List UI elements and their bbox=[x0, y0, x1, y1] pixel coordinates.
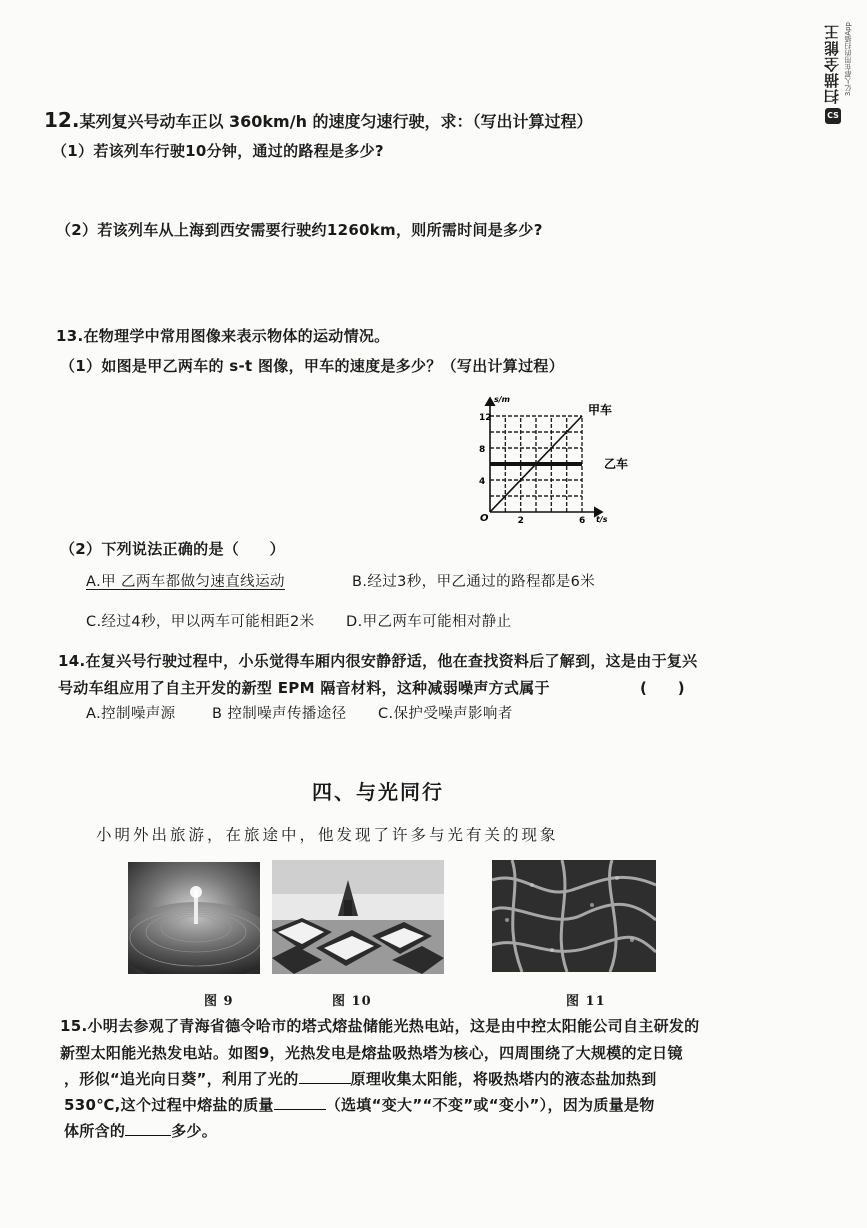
q15-line4-before: 530℃,这个过程中熔盐的质量 bbox=[64, 1096, 274, 1114]
q14-option-c: C.保护受噪声影响者 bbox=[378, 706, 513, 722]
q14-option-a: A.控制噪声源 bbox=[86, 706, 176, 722]
series-label-jia: 甲车 bbox=[588, 403, 613, 417]
q13-sub1: （1）如图是甲乙两车的 s-t 图像，甲车的速度是多少？（写出计算过程） bbox=[60, 357, 565, 375]
scanner-watermark bbox=[815, 14, 861, 124]
y-axis-label: s/m bbox=[494, 395, 511, 404]
q14-line1: 14.在复兴号行驶过程中，小乐觉得车厢内很安静舒适，他在查找资料后了解到，这是由于复兴 bbox=[58, 652, 698, 670]
q15-line1: 15.小明去参观了青海省德令哈市的塔式熔盐储能光热电站，这是由中控太阳能公司自主研发的 bbox=[60, 1017, 700, 1035]
q15-line4 bbox=[64, 1094, 655, 1115]
q12-number: 12. bbox=[44, 108, 80, 132]
q15-line5-after: 多少。 bbox=[171, 1122, 218, 1140]
figure-11-caption: 图 11 bbox=[566, 994, 606, 1009]
q13-stem: 13.在物理学中常用图像来表示物体的运动情况。 bbox=[56, 327, 390, 345]
figure-9-caption: 图 9 bbox=[204, 994, 234, 1009]
q15-line5 bbox=[64, 1120, 217, 1141]
q13-option-a-text: A.甲 乙两车都做匀速直线运动 bbox=[86, 574, 285, 590]
q13-option-d: D.甲乙两车可能相对静止 bbox=[346, 614, 512, 630]
q15-line2: 新型太阳能光热发电站。如图9，光热发电是熔盐吸热塔为核心，四周围绕了大规模的定日镜 bbox=[60, 1044, 683, 1062]
y-tick-label: 8 bbox=[479, 445, 486, 455]
q15-blank-3[interactable] bbox=[125, 1123, 171, 1136]
watermark-subtitle: 3亿人都在用的扫描App bbox=[844, 22, 852, 97]
st-graph bbox=[462, 386, 652, 531]
q15-line3-after: 原理收集太阳能，将吸热塔内的液态盐加热到 bbox=[350, 1070, 657, 1088]
series-label-yi: 乙车 bbox=[604, 457, 629, 471]
section-title: 四、与光同行 bbox=[312, 780, 444, 804]
q15-blank-2[interactable] bbox=[274, 1097, 326, 1110]
y-tick-label: 4 bbox=[479, 477, 486, 487]
y-tick-label: 12 bbox=[479, 413, 492, 423]
watermark-name: 扫描全能王 bbox=[823, 24, 841, 104]
q13-option-c: C.经过4秒，甲以两车可能相距2米 bbox=[86, 614, 315, 630]
q15-line3 bbox=[64, 1068, 657, 1089]
q12-stem-text: 某列复兴号动车正以 360km/h 的速度匀速行驶，求：（写出计算过程） bbox=[79, 112, 593, 131]
figure-10-image bbox=[272, 860, 444, 974]
section-intro: 小明外出旅游，在旅途中，他发现了许多与光有关的现象 bbox=[96, 826, 559, 844]
q14-line2: 号动车组应用了自主开发的新型 EPM 隔音材料，这种减弱噪声方式属于 bbox=[58, 679, 550, 697]
q13-sub2: （2）下列说法正确的是（ ） bbox=[60, 540, 285, 558]
q13-option-a bbox=[86, 570, 285, 591]
q14-option-b: B 控制噪声传播途径 bbox=[212, 706, 347, 722]
x-tick-label: 6 bbox=[579, 516, 586, 526]
figure-10-caption: 图 10 bbox=[332, 994, 372, 1009]
watermark-badge: CS bbox=[825, 108, 841, 124]
q12-sub2: （2）若该列车从上海到西安需要行驶约1260km，则所需时间是多少? bbox=[56, 221, 543, 239]
q12-stem bbox=[44, 108, 593, 132]
origin-label: O bbox=[480, 513, 489, 524]
q15-line4-after: （选填“变大”“不变”或“变小”），因为质量是物 bbox=[325, 1096, 655, 1114]
q12-sub1: （1）若该列车行驶10分钟，通过的路程是多少? bbox=[52, 142, 384, 160]
figure-9-image bbox=[128, 862, 260, 974]
figure-11-image bbox=[492, 860, 656, 972]
x-axis-label: t/s bbox=[596, 515, 608, 524]
x-tick-label: 2 bbox=[517, 516, 524, 526]
q15-line5-before: 体所含的 bbox=[64, 1122, 126, 1140]
q15-blank-1[interactable] bbox=[299, 1071, 351, 1084]
q13-option-b: B.经过3秒，甲乙通过的路程都是6米 bbox=[352, 574, 596, 590]
q14-answer-paren: ( ) bbox=[640, 679, 685, 697]
q15-line3-before: ，形似“追光向日葵”，利用了光的 bbox=[64, 1070, 299, 1088]
